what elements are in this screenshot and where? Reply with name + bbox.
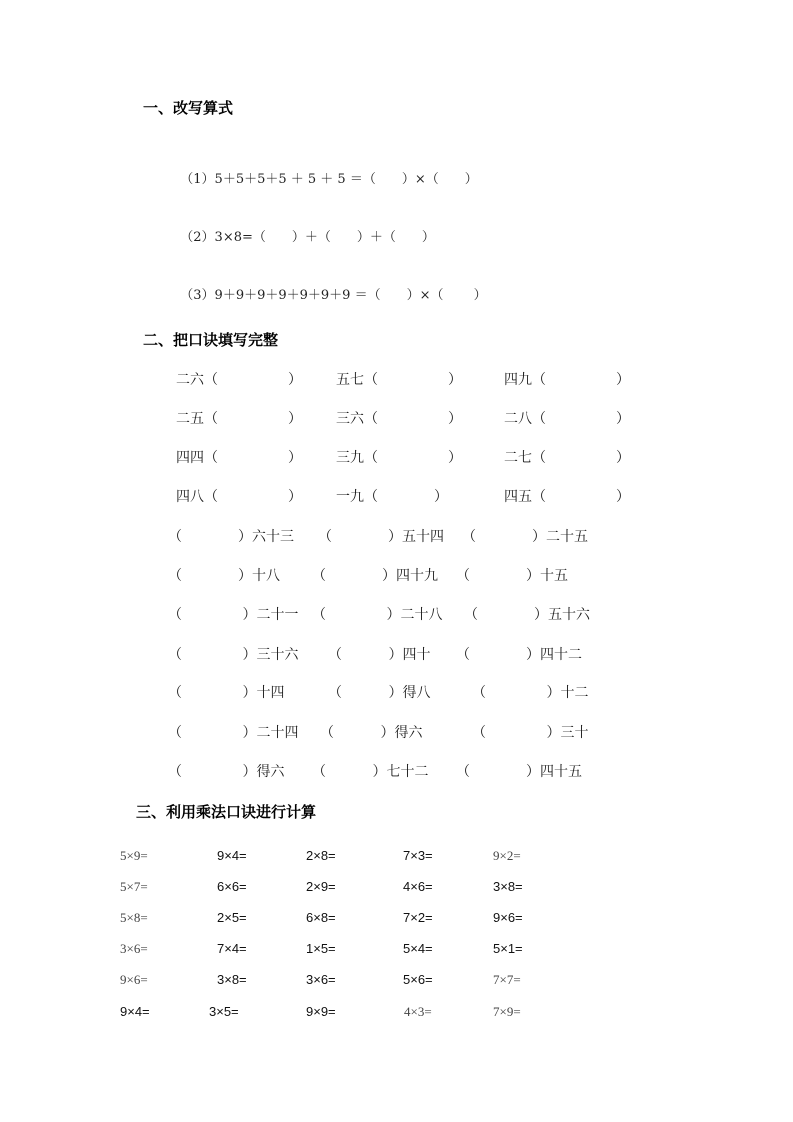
exercise-label: （2） (180, 230, 215, 245)
rhyme-blank[interactable]: 二八（ ） (504, 411, 630, 427)
calc-problem[interactable]: 4×3= (404, 1004, 432, 1019)
exercise-expression[interactable]: 5＋5＋5＋5 ＋ 5 ＋ 5 ＝（ ）×（ ） (214, 172, 478, 187)
rhyme-blank[interactable]: （ ）四十 (328, 647, 431, 663)
calc-problem[interactable]: 9×9= (306, 1004, 336, 1019)
calc-problem[interactable]: 7×7= (493, 972, 521, 987)
calc-problem[interactable]: 5×6= (403, 972, 433, 987)
rhyme-blank[interactable]: （ ）五十四 (318, 529, 444, 545)
rhyme-blank[interactable]: （ ）二十五 (462, 529, 588, 545)
rhyme-blank[interactable]: 一九（ ） (336, 489, 448, 505)
calc-problem[interactable]: 5×7= (120, 879, 148, 894)
rhyme-blank[interactable]: 三九（ ） (336, 450, 462, 466)
rhyme-blank[interactable]: （ ）四十九 (312, 568, 438, 584)
calc-problem[interactable]: 9×2= (493, 848, 521, 863)
calc-problem[interactable]: 5×9= (120, 848, 148, 863)
calc-problem[interactable]: 5×8= (120, 910, 148, 925)
calc-problem[interactable]: 9×4= (120, 1004, 150, 1019)
calc-problem[interactable]: 9×4= (217, 848, 247, 863)
exercise-expression[interactable]: 3×8=（ ）＋（ ）＋（ ） (214, 230, 435, 245)
calc-problem[interactable]: 3×8= (493, 879, 523, 894)
calc-problem[interactable]: 2×8= (306, 848, 336, 863)
rhyme-blank[interactable]: 二五（ ） (176, 411, 302, 427)
rhyme-blank[interactable]: 四四（ ） (176, 450, 302, 466)
calc-problem[interactable]: 5×4= (403, 941, 433, 956)
calc-problem[interactable]: 7×9= (493, 1004, 521, 1019)
rhyme-blank[interactable]: （ ）十四 (168, 685, 285, 701)
calc-problem[interactable]: 3×6= (306, 972, 336, 987)
calc-problem[interactable]: 3×6= (120, 941, 148, 956)
calc-problem[interactable]: 7×2= (403, 910, 433, 925)
section-1-heading: 一、改写算式 (143, 99, 234, 117)
rhyme-blank[interactable]: （ ）十五 (456, 568, 568, 584)
exercise-label: （3） (180, 288, 215, 303)
calc-problem[interactable]: 9×6= (120, 972, 148, 987)
calc-problem[interactable]: 6×8= (306, 910, 336, 925)
rhyme-blank[interactable]: （ ）四十二 (456, 647, 582, 663)
calc-problem[interactable]: 5×1= (493, 941, 523, 956)
exercise-1-3 (172, 276, 487, 302)
rhyme-blank[interactable]: （ ）六十三 (168, 529, 294, 545)
calc-problem[interactable]: 3×8= (217, 972, 247, 987)
rhyme-blank[interactable]: 三六（ ） (336, 411, 462, 427)
rhyme-blank[interactable]: （ ）得六 (320, 725, 423, 741)
exercise-1-2 (172, 218, 435, 244)
rhyme-blank[interactable]: （ ）得六 (168, 764, 285, 780)
calc-problem[interactable]: 7×3= (403, 848, 433, 863)
exercise-label: （1） (180, 172, 215, 187)
rhyme-blank[interactable]: （ ）三十六 (168, 647, 299, 663)
calc-problem[interactable]: 3×5= (209, 1004, 239, 1019)
rhyme-blank[interactable]: （ ）三十 (472, 725, 589, 741)
section-2-heading: 二、把口诀填写完整 (143, 331, 279, 349)
calc-problem[interactable]: 4×6= (403, 879, 433, 894)
rhyme-blank[interactable]: （ ）十二 (472, 685, 589, 701)
rhyme-blank[interactable]: 四五（ ） (504, 489, 630, 505)
calc-problem[interactable]: 9×6= (493, 910, 523, 925)
calc-problem[interactable]: 1×5= (306, 941, 336, 956)
calc-problem[interactable]: 6×6= (217, 879, 247, 894)
rhyme-blank[interactable]: （ ）十八 (168, 568, 280, 584)
rhyme-blank[interactable]: （ ）四十五 (456, 764, 582, 780)
rhyme-blank[interactable]: 二七（ ） (504, 450, 630, 466)
rhyme-blank[interactable]: 五七（ ） (336, 372, 462, 388)
rhyme-blank[interactable]: （ ）二十八 (312, 607, 443, 623)
rhyme-blank[interactable]: （ ）五十六 (464, 607, 590, 623)
calc-problem[interactable]: 7×4= (217, 941, 247, 956)
rhyme-blank[interactable]: （ ）得八 (328, 685, 431, 701)
rhyme-blank[interactable]: （ ）七十二 (312, 764, 429, 780)
rhyme-blank[interactable]: 二六（ ） (176, 372, 302, 388)
calc-problem[interactable]: 2×5= (217, 910, 247, 925)
exercise-expression[interactable]: 9＋9＋9＋9＋9＋9＋9 ＝（ ）×（ ） (214, 288, 487, 303)
rhyme-blank[interactable]: 四八（ ） (176, 489, 302, 505)
exercise-1-1 (172, 160, 478, 186)
section-3-heading: 三、利用乘法口诀进行计算 (136, 803, 317, 821)
rhyme-blank[interactable]: （ ）二十一 (168, 607, 299, 623)
calc-problem[interactable]: 2×9= (306, 879, 336, 894)
rhyme-blank[interactable]: 四九（ ） (504, 372, 630, 388)
rhyme-blank[interactable]: （ ）二十四 (168, 725, 299, 741)
